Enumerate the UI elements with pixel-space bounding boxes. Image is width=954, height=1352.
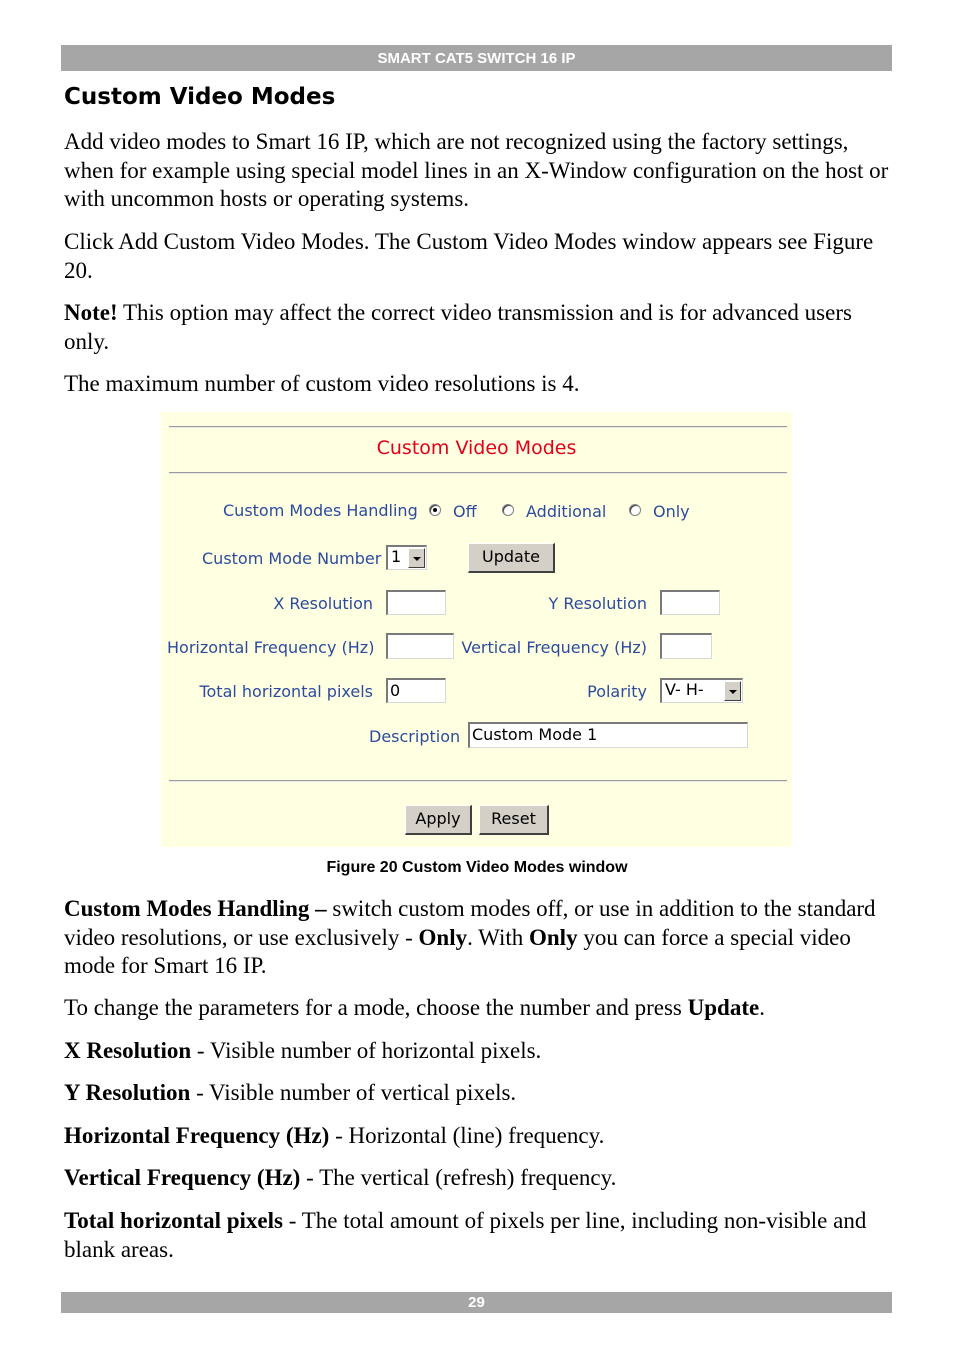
max-resolutions-paragraph: The maximum number of custom video resolutions is 4. bbox=[64, 371, 580, 396]
reset-button[interactable]: Reset bbox=[479, 805, 549, 835]
x-resolution-definition bbox=[64, 1037, 889, 1066]
change-text-b: . bbox=[759, 995, 765, 1020]
chevron-down-icon[interactable] bbox=[724, 681, 741, 701]
figure-caption: Figure 20 Custom Video Modes window bbox=[326, 859, 628, 876]
total-horizontal-pixels-definition bbox=[64, 1207, 889, 1264]
total-horizontal-pixels-input[interactable]: 0 bbox=[386, 678, 446, 703]
radio-only[interactable] bbox=[629, 504, 641, 516]
handling-text-a: switch custom modes off, or use in addition to the standard video resolutions, or use exclusively - bbox=[64, 896, 876, 950]
change-update-term: Update bbox=[687, 995, 760, 1020]
polarity-select[interactable] bbox=[660, 678, 743, 703]
horizontal-frequency-definition bbox=[64, 1122, 889, 1151]
polarity-value: V- H- bbox=[665, 680, 704, 699]
section-title: Custom Video Modes bbox=[64, 84, 336, 110]
custom-mode-number-label: Custom Mode Number bbox=[202, 549, 382, 568]
horizontal-frequency-input[interactable] bbox=[386, 633, 454, 659]
handling-term: Custom Modes Handling – bbox=[64, 896, 327, 921]
horizontal-frequency-term: Horizontal Frequency (Hz) bbox=[64, 1123, 330, 1148]
chevron-down-icon[interactable] bbox=[408, 548, 425, 568]
y-resolution-text: - Visible number of vertical pixels. bbox=[190, 1080, 517, 1105]
handling-only-2: Only bbox=[529, 924, 578, 950]
divider-top bbox=[169, 426, 787, 428]
custom-mode-number-value: 1 bbox=[391, 547, 402, 566]
note-label: Note! bbox=[64, 300, 118, 325]
vertical-frequency-input[interactable] bbox=[660, 633, 712, 659]
polarity-label: Polarity bbox=[587, 682, 647, 701]
y-resolution-term: Y Resolution bbox=[64, 1080, 191, 1105]
instruction-paragraph: Click Add Custom Video Modes. The Custom Video Modes window appears see Figure 20. bbox=[64, 229, 874, 283]
page-header bbox=[61, 45, 892, 71]
y-resolution-input[interactable] bbox=[660, 590, 720, 615]
y-resolution-label: Y Resolution bbox=[548, 594, 647, 613]
change-text-a: To change the parameters for a mode, choose the number and press bbox=[64, 995, 688, 1020]
page-footer bbox=[61, 1292, 892, 1313]
note-paragraph bbox=[64, 299, 889, 356]
handling-text-c: you can force a special video mode for Smart 16 IP. bbox=[64, 924, 851, 978]
divider-title bbox=[169, 472, 787, 474]
radio-off-label: Off bbox=[453, 502, 477, 521]
x-resolution-label: X Resolution bbox=[273, 594, 373, 613]
x-resolution-term: X Resolution bbox=[64, 1038, 192, 1063]
radio-additional-label: Additional bbox=[526, 502, 607, 521]
vertical-frequency-term: Vertical Frequency (Hz) bbox=[64, 1165, 301, 1190]
handling-definition bbox=[64, 895, 889, 981]
x-resolution-text: - Visible number of horizontal pixels. bbox=[191, 1038, 542, 1063]
total-horizontal-pixels-text: - The total amount of pixels per line, including non-visible and blank areas. bbox=[64, 1208, 867, 1262]
page-number: 29 bbox=[468, 1294, 485, 1311]
radio-only-label: Only bbox=[653, 502, 690, 521]
x-resolution-input[interactable] bbox=[386, 590, 446, 615]
note-text: This option may affect the correct video transmission and is for advanced users only. bbox=[64, 300, 852, 354]
intro-paragraph: Add video modes to Smart 16 IP, which are not recognized using the factory settings, when for example using special model lines in an X-Window configuration on the host or with uncommon hosts or operating systems. bbox=[64, 129, 889, 211]
vertical-frequency-text: - The vertical (refresh) frequency. bbox=[300, 1165, 617, 1190]
horizontal-frequency-label: Horizontal Frequency (Hz) bbox=[167, 638, 375, 657]
horizontal-frequency-text: - Horizontal (line) frequency. bbox=[329, 1123, 605, 1148]
vertical-frequency-definition bbox=[64, 1164, 889, 1193]
change-parameters-paragraph bbox=[64, 994, 889, 1023]
handling-only-1: Only bbox=[418, 924, 468, 950]
custom-mode-number-select[interactable] bbox=[386, 545, 427, 570]
radio-off[interactable] bbox=[429, 504, 441, 516]
description-label: Description bbox=[369, 727, 461, 746]
total-horizontal-pixels-label: Total horizontal pixels bbox=[199, 682, 373, 701]
update-button[interactable]: Update bbox=[468, 543, 555, 573]
description-input[interactable]: Custom Mode 1 bbox=[468, 722, 748, 748]
apply-button[interactable]: Apply bbox=[405, 805, 472, 835]
y-resolution-definition bbox=[64, 1079, 889, 1108]
custom-video-modes-window bbox=[161, 412, 792, 847]
vertical-frequency-label: Vertical Frequency (Hz) bbox=[461, 638, 647, 657]
custom-modes-handling-label: Custom Modes Handling bbox=[223, 501, 418, 520]
radio-additional[interactable] bbox=[502, 504, 514, 516]
header-title: SMART CAT5 SWITCH 16 IP bbox=[377, 50, 576, 67]
divider-bottom bbox=[169, 780, 787, 782]
window-title: Custom Video Modes bbox=[376, 437, 577, 459]
handling-text-b: . With bbox=[467, 924, 529, 950]
total-horizontal-pixels-term: Total horizontal pixels bbox=[64, 1208, 283, 1233]
